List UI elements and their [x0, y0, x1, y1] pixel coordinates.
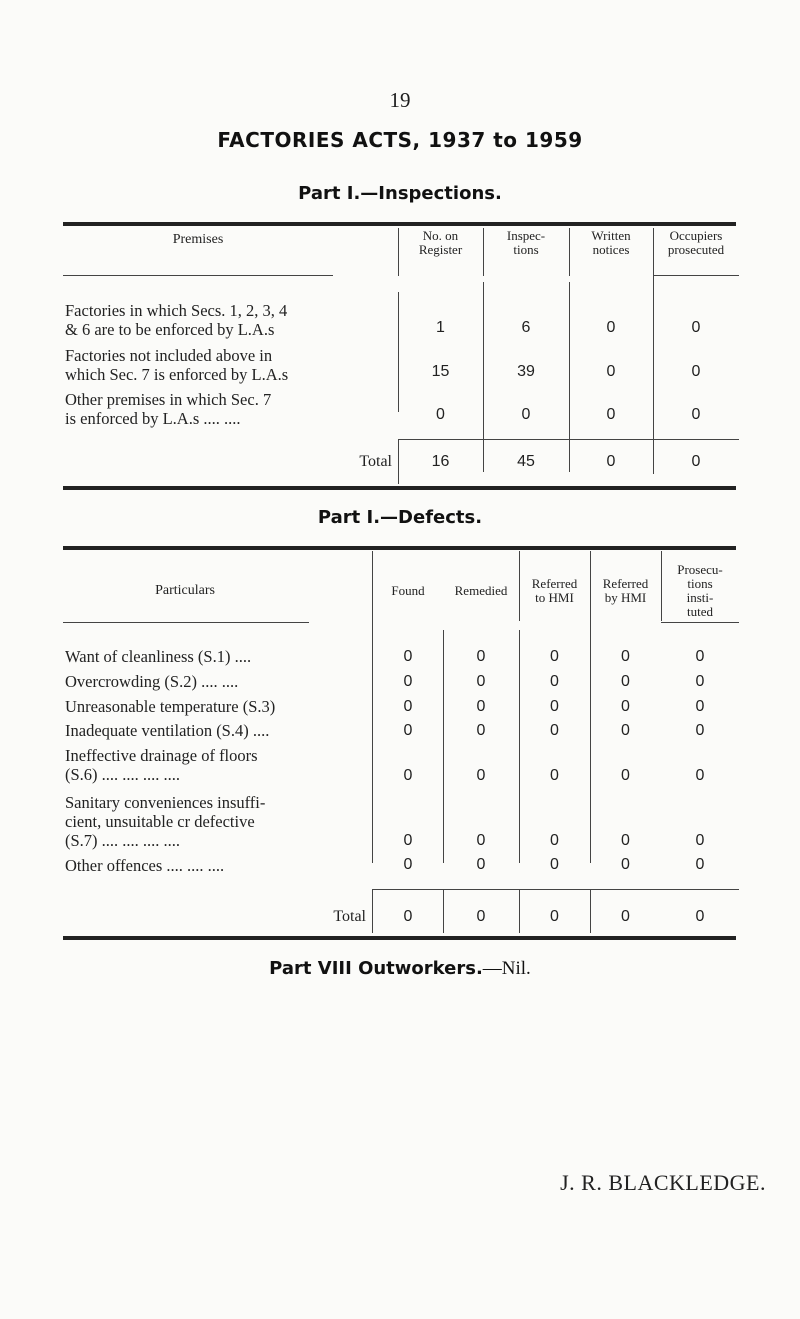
- cell-found: 0: [403, 832, 413, 849]
- total-found: 0: [403, 908, 413, 925]
- cell-register: 15: [431, 363, 450, 380]
- inspections-column-divider: [653, 228, 654, 474]
- cell-referred-by: 0: [621, 698, 630, 715]
- cell-referred-by: 0: [621, 648, 630, 665]
- inspection-row-label: Factories not included above in which Sec. 7 is enforced by L.A.s: [65, 346, 289, 384]
- cell-referred-to: 0: [550, 698, 559, 715]
- total-label: Total: [359, 453, 392, 470]
- total-prosecutions: 0: [695, 908, 705, 925]
- cell-prosecuted: 0: [691, 319, 701, 336]
- total-notices: 0: [606, 453, 616, 470]
- page-title: FACTORIES ACTS, 1937 to 1959: [217, 128, 583, 152]
- cell-prosecutions: 0: [695, 698, 705, 715]
- total-label: Total: [333, 908, 366, 925]
- outworkers-line: [0, 958, 800, 980]
- total-rule: [372, 889, 739, 890]
- page-number: 19: [389, 88, 411, 112]
- cell-register: 0: [436, 406, 445, 423]
- header-underline: [653, 275, 739, 276]
- cell-remedied: 0: [476, 648, 486, 665]
- cell-referred-to: 0: [550, 673, 559, 690]
- total-register: 16: [431, 453, 450, 470]
- header-occupiers-prosecuted: Occupiers prosecuted: [667, 228, 725, 257]
- cell-found: 0: [403, 856, 413, 873]
- inspection-row-label: Factories in which Secs. 1, 2, 3, 4 & 6 are to be enforced by L.A.s: [65, 301, 288, 339]
- defect-row-label: Ineffective drainage of floors (S.6) .... .... .... ....: [65, 746, 258, 784]
- total-referred-to: 0: [550, 908, 559, 925]
- cell-found: 0: [403, 767, 413, 784]
- cell-remedied: 0: [476, 832, 486, 849]
- cell-prosecuted: 0: [691, 363, 701, 380]
- cell-inspections: 39: [517, 363, 535, 380]
- header-referred-by-hmi: Referred by HMI: [602, 576, 649, 605]
- header-inspections: Inspec- tions: [506, 228, 546, 257]
- outworkers-nil: —Nil.: [482, 958, 531, 979]
- cell-remedied: 0: [476, 722, 486, 739]
- outworkers-heading: Part VIII Outworkers.: [269, 958, 483, 979]
- cell-notices: 0: [606, 363, 616, 380]
- cell-referred-by: 0: [621, 722, 630, 739]
- cell-found: 0: [403, 648, 413, 665]
- cell-found: 0: [403, 722, 413, 739]
- header-referred-to-hmi: Referred to HMI: [531, 576, 578, 605]
- signature: J. R. BLACKLEDGE.: [560, 1170, 766, 1195]
- total-rule: [398, 439, 739, 440]
- header-register: No. on Register: [418, 228, 463, 257]
- defect-row-label: Want of cleanliness (S.1) ....: [65, 647, 252, 666]
- cell-prosecutions: 0: [695, 856, 705, 873]
- cell-prosecutions: 0: [695, 832, 705, 849]
- total-remedied: 0: [476, 908, 486, 925]
- cell-referred-by: 0: [621, 673, 630, 690]
- cell-prosecutions: 0: [695, 648, 705, 665]
- cell-register: 1: [436, 319, 445, 336]
- inspection-row-label: Other premises in which Sec. 7 is enforced by L.A.s .... ....: [65, 390, 272, 428]
- cell-notices: 0: [606, 319, 616, 336]
- cell-notices: 0: [606, 406, 616, 423]
- header-underline: [63, 622, 309, 623]
- cell-referred-to: 0: [550, 722, 559, 739]
- inspections-top-rule: [63, 222, 736, 226]
- defect-row-label: Overcrowding (S.2) .... ....: [65, 672, 239, 691]
- header-written-notices: Written notices: [591, 228, 631, 257]
- header-prosecutions-instituted: Prosecu- tions insti- tuted: [677, 562, 723, 619]
- header-underline: [63, 275, 333, 276]
- cell-prosecutions: 0: [695, 767, 705, 784]
- cell-prosecutions: 0: [695, 722, 705, 739]
- cell-remedied: 0: [476, 856, 486, 873]
- defect-row-label: Unreasonable temperature (S.3): [65, 697, 276, 716]
- cell-referred-by: 0: [621, 767, 630, 784]
- cell-referred-to: 0: [550, 648, 559, 665]
- inspections-bottom-rule: [63, 486, 736, 490]
- cell-inspections: 0: [521, 406, 531, 423]
- header-underline: [661, 622, 739, 623]
- inspections-column-divider: [398, 292, 399, 412]
- header-found: Found: [391, 583, 425, 598]
- defect-row-label: Sanitary conveniences insuffi- cient, unsuitable cr defective (S.7) .... .... .... ....: [65, 793, 266, 850]
- cell-remedied: 0: [476, 673, 486, 690]
- header-remedied: Remedied: [454, 583, 508, 598]
- header-premises: Premises: [172, 232, 224, 247]
- cell-inspections: 6: [521, 319, 531, 336]
- cell-remedied: 0: [476, 698, 486, 715]
- defect-row-label: Inadequate ventilation (S.4) ....: [65, 721, 270, 740]
- cell-referred-to: 0: [550, 832, 559, 849]
- cell-referred-by: 0: [621, 856, 630, 873]
- defects-top-rule: [63, 546, 736, 550]
- inspections-heading: Part I.—Inspections.: [298, 183, 502, 204]
- defects-heading: Part I.—Defects.: [317, 507, 483, 528]
- cell-prosecuted: 0: [691, 406, 701, 423]
- cell-found: 0: [403, 673, 413, 690]
- cell-referred-to: 0: [550, 856, 559, 873]
- cell-remedied: 0: [476, 767, 486, 784]
- defect-row-label: Other offences .... .... ....: [65, 856, 225, 875]
- total-prosecuted: 0: [691, 453, 701, 470]
- header-particulars: Particulars: [155, 583, 215, 598]
- cell-referred-to: 0: [550, 767, 559, 784]
- total-referred-by: 0: [621, 908, 630, 925]
- defects-bottom-rule: [63, 936, 736, 940]
- total-inspections: 45: [517, 453, 535, 470]
- cell-found: 0: [403, 698, 413, 715]
- cell-referred-by: 0: [621, 832, 630, 849]
- cell-prosecutions: 0: [695, 673, 705, 690]
